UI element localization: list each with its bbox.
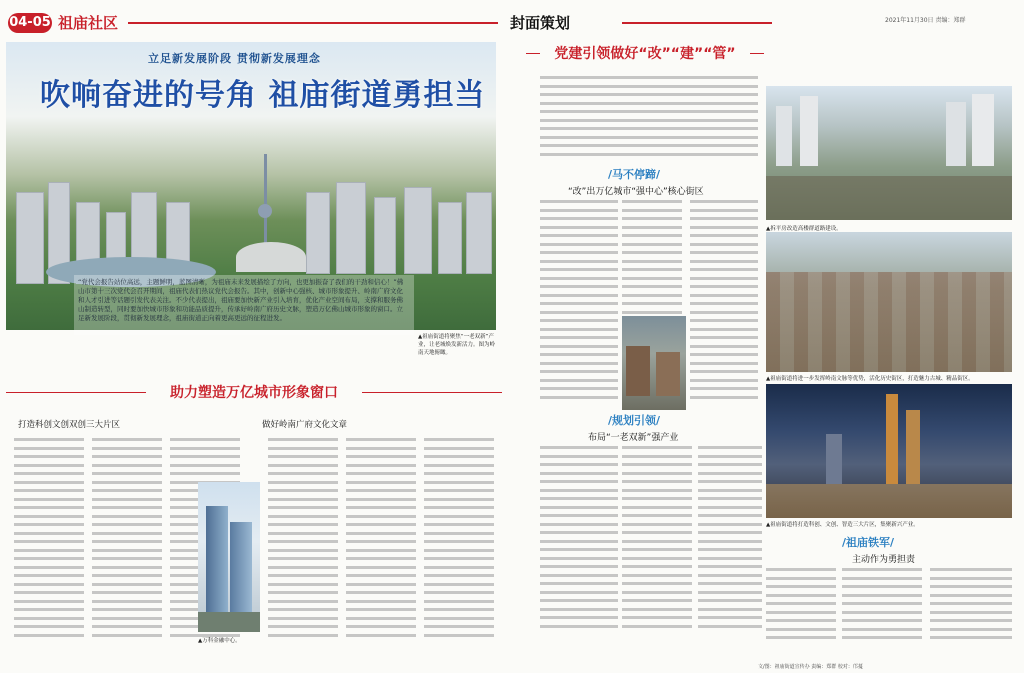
left-text-col-5 <box>346 438 416 642</box>
page-number-badge: 04-05 <box>8 13 52 33</box>
historic-street-photo <box>622 316 686 410</box>
tag-gui-hua-yin-ling: /规划引领/ <box>608 414 661 427</box>
vanke-photo-caption: ▲万科金融中心。 <box>198 638 241 644</box>
right-text-col-4 <box>540 446 618 633</box>
caption-photo-2: ▲祖庙街道将进一步发挥岭南文脉等优势，活化历史街区，打造魅力古城、精品街区。 <box>766 376 974 382</box>
left-text-col-4 <box>268 438 338 642</box>
left-text-col-6 <box>424 438 494 642</box>
right-text-col-7 <box>766 568 836 645</box>
tag-zu-miao-tie-jun: /祖庙铁军/ <box>842 536 895 549</box>
section-title: 封面策划 <box>510 14 571 32</box>
right-intro-text <box>540 76 758 161</box>
right-text-col-5 <box>622 446 692 633</box>
hero-side-caption: ▲祖庙街道将聚焦“一老双新”产业，让老城焕发新活力。图为岭南天地俯瞰。 <box>418 334 496 356</box>
right-section-heading: 党建引领做好“改”“建”“管” <box>554 46 736 62</box>
aerial-construction-photo <box>766 86 1012 220</box>
left-text-col-1 <box>14 438 84 642</box>
subhead-yi-lao-shuang-xin: 布局“一老双新”强产业 <box>588 433 679 443</box>
right-text-col-9 <box>930 568 1012 645</box>
hero-title: 吹响奋进的号角 祖庙街道勇担当 <box>40 78 486 113</box>
left-section-header <box>6 378 502 408</box>
left-col2-title: 做好岭南广府文化文章 <box>262 420 348 430</box>
header-rule-left <box>128 22 498 24</box>
old-town-aerial-photo <box>766 232 1012 372</box>
hero-caption: “党代会报告站位高远，主题鲜明，蓝图清晰，为祖庙未来发展描绘了方向，也更加振奋了我们的干劲和信心！”佛山市第十三次党代会召开期间，祖庙代表们热议党代会报告。其中，创新中心强核、城市形象提升、岭南广府文化和人才引进等话题引发代表关注。不少代表提出，祖庙要加快新产业引入培育，优化产业空间布局，支撑和服务佛山制造转型，同时要加快城市形象和功能品质提升，传承好岭南广府历史文脉，塑造万亿佛山城市形象的窗口。立足新发展阶段，贯彻新发展理念，祖庙街道正向着更高更远的征程进发。 <box>78 278 404 322</box>
left-col1-title: 打造科创文创双创三大片区 <box>18 420 121 430</box>
caption-photo-1: ▲拆平房改造高楼群道路建设。 <box>766 226 842 232</box>
date-line: 2021年11月30日 责编：郑群 <box>885 17 966 24</box>
right-text-col-8 <box>842 568 922 645</box>
subhead-gai: “改”出万亿城市“强中心”核心街区 <box>568 187 704 197</box>
tag-ma-bu-ting-ti: /马不停蹄/ <box>608 168 661 181</box>
header-rule-right <box>622 22 772 24</box>
caption-photo-3: ▲祖庙街道将打造科创、文创、智造三大片区，集聚新兴产业。 <box>766 522 919 528</box>
right-text-col-1 <box>540 200 618 404</box>
left-text-col-2 <box>92 438 162 642</box>
right-text-col-6 <box>698 446 762 633</box>
left-section-heading: 助力塑造万亿城市形象窗口 <box>170 385 338 401</box>
subhead-zhu-dong: 主动作为勇担责 <box>852 555 916 565</box>
vanke-tower-photo <box>198 482 260 632</box>
night-city-photo <box>766 384 1012 518</box>
hero-subtitle: 立足新发展阶段 贯彻新发展理念 <box>148 52 321 65</box>
right-section-header <box>526 40 764 66</box>
right-text-col-3 <box>690 200 758 404</box>
footer-credit: 文/图：祖庙街道宣传办 责编：郑群 校对：邝蔓 <box>758 664 863 670</box>
paper-name: 祖庙社区 <box>58 14 119 32</box>
